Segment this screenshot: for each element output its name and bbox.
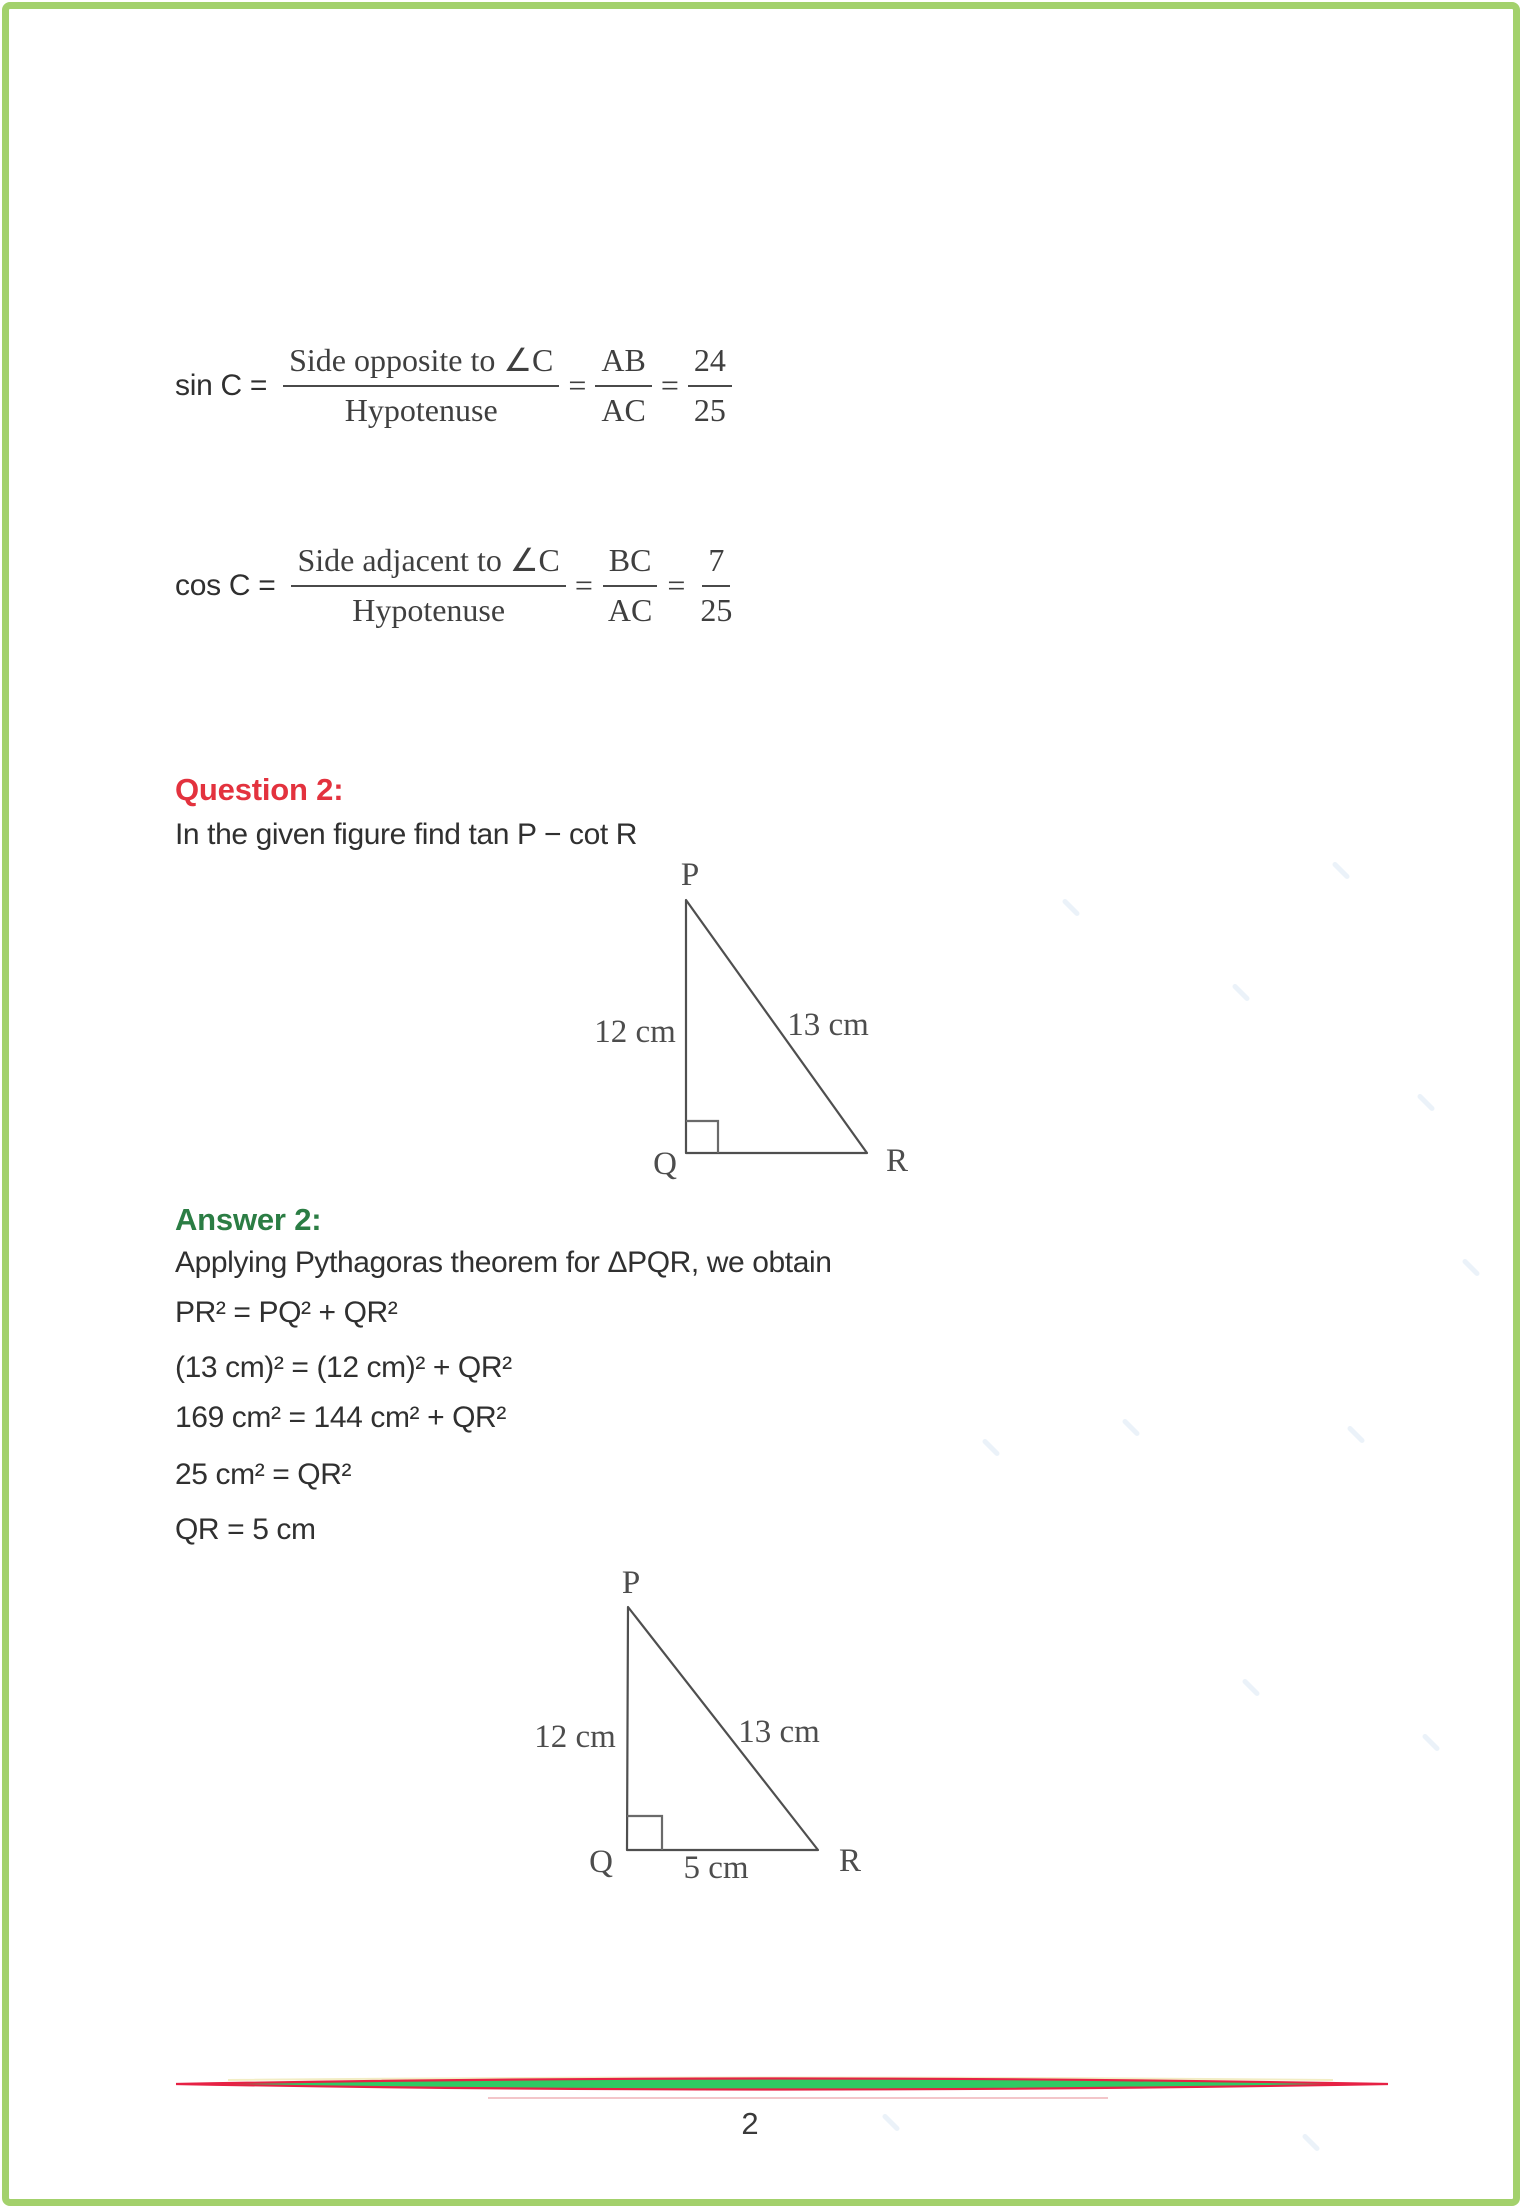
watermark-speck [1421,1733,1440,1752]
fraction-denominator: 25 [693,391,726,428]
question-2-text: In the given figure find tan P − cot R [175,818,638,851]
vertex-label-r: R [885,1143,909,1179]
fraction-numerator: 7 [702,540,730,587]
fraction-numerator: AB [595,340,651,387]
answer-line: 25 cm² = QR² [175,1458,352,1491]
fraction-24-25 [688,340,732,432]
vertex-label-p: P [680,857,700,893]
watermark-speck [981,1438,1000,1457]
formula-cos-c [175,540,738,632]
right-angle-marker [627,1816,662,1850]
answer-line: Applying Pythagoras theorem for ΔPQR, we obtain [175,1246,832,1279]
side-label-12cm: 12 cm [534,1719,616,1755]
fraction-numerator: Side adjacent to ∠C [291,540,565,587]
fraction-denominator: AC [607,591,653,628]
divider-lens [176,2079,1388,2090]
fraction-denominator: 25 [700,591,733,628]
watermark-speck [1231,983,1250,1002]
fraction-side-adjacent [291,540,565,632]
side-label-13cm: 13 cm [787,1007,869,1043]
fraction-ab-ac [595,340,651,432]
watermark-speck [1061,898,1080,917]
watermark-speck [1241,1678,1260,1697]
equals-sign: = [568,367,587,404]
side-label-12cm: 12 cm [594,1014,676,1050]
vertex-label-p: P [621,1565,641,1601]
formula-sin-c [175,340,732,432]
formula-cos-lhs: cos C = [175,568,276,602]
watermark-speck [1346,1425,1365,1444]
fraction-7-25 [694,540,738,632]
formula-sin-lhs: sin C = [175,368,268,402]
fraction-denominator: Hypotenuse [344,391,498,428]
answer-2-heading: Answer 2: [175,1202,322,1237]
vertex-label-q: Q [589,1844,613,1880]
fraction-numerator: Side opposite to ∠C [283,340,559,387]
vertex-label-q: Q [653,1146,677,1182]
answer-line: (13 cm)² = (12 cm)² + QR² [175,1351,512,1384]
fraction-numerator: BC [603,540,658,587]
answer-line: QR = 5 cm [175,1513,316,1546]
figure-triangle-pqr-1 [560,852,920,1182]
watermark-speck [1461,1258,1480,1277]
figure-triangle-pqr-2 [480,1558,900,1903]
fraction-denominator: AC [601,391,646,428]
equals-sign: = [574,567,593,604]
side-label-5cm: 5 cm [683,1850,749,1886]
equals-sign: = [660,367,679,404]
watermark-speck [1121,1418,1140,1437]
right-angle-marker [686,1121,718,1153]
vertex-label-r: R [838,1843,862,1879]
watermark-speck [1331,861,1350,880]
answer-line: 169 cm² = 144 cm² + QR² [175,1401,506,1434]
footer-divider [168,2072,1396,2102]
answer-line: PR² = PQ² + QR² [175,1296,398,1329]
fraction-denominator: Hypotenuse [352,591,506,628]
watermark-speck [1416,1093,1435,1112]
equals-sign: = [667,567,686,604]
fraction-numerator: 24 [688,340,732,387]
side-label-13cm: 13 cm [738,1714,820,1750]
question-2-heading: Question 2: [175,772,344,807]
fraction-bc-ac [602,540,658,632]
page-number: 2 [741,2106,759,2141]
fraction-side-opposite [283,340,559,432]
